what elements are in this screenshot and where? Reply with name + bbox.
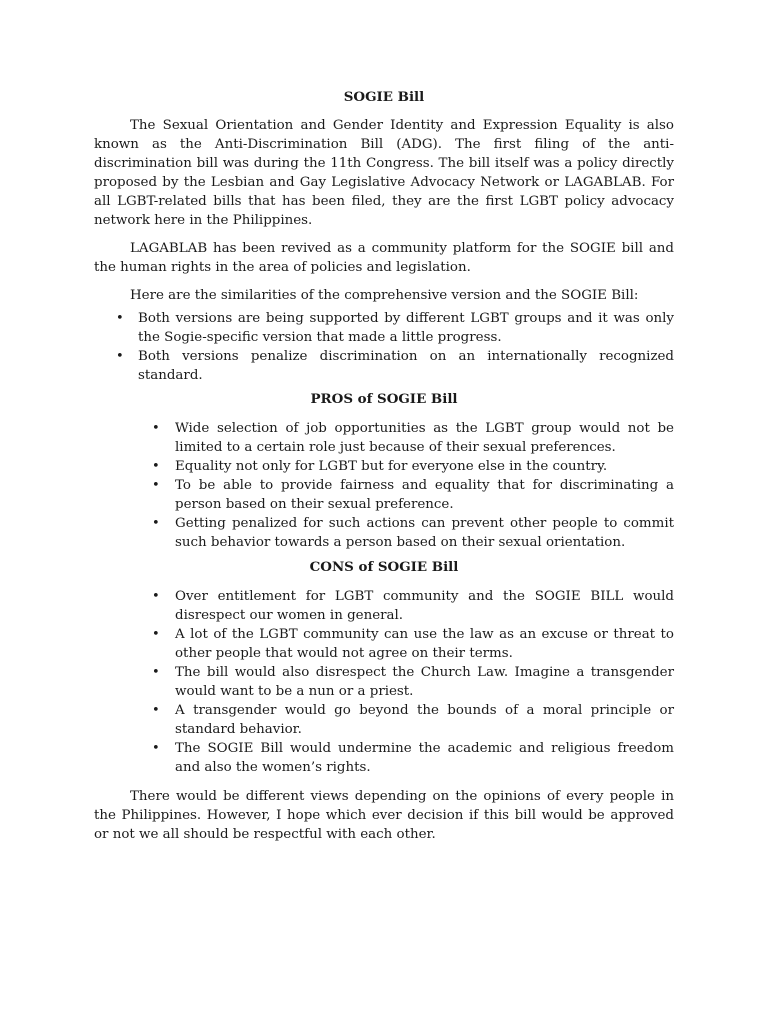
intro-paragraph: Here are the similarities of the comprehensive version and the SOGIE Bill: — [130, 288, 639, 303]
bullet-icon: • — [116, 349, 124, 364]
cons-list — [94, 587, 674, 777]
list-item — [94, 476, 674, 514]
bullet-icon: • — [152, 665, 160, 680]
bullet-icon: • — [152, 741, 160, 756]
similarities-list — [94, 309, 674, 385]
list-item-text: The SOGIE Bill would undermine the academic and religious freedom and also the women’s rights. — [175, 741, 674, 775]
list-item — [94, 701, 674, 739]
list-item-text: A lot of the LGBT community can use the law as an excuse or threat to other people that would not agree on their terms. — [175, 627, 674, 661]
list-item — [94, 457, 674, 476]
list-item-text: The bill would also disrespect the Church Law. Imagine a transgender would want to be a nun or a priest. — [175, 665, 674, 699]
intro-paragraph: The Sexual Orientation and Gender Identity and Expression Equality is also known as the Anti-Discrimination Bill (ADG). The first filing of the anti-discrimination bill was during the 11th Congress. The bill itself was a policy directly proposed by the Lesbian and Gay Legislative Advocacy Network or LAGABLAB. For all LGBT-related bills that has been filed, they are the first LGBT policy advocacy network here in the Philippines. — [94, 118, 674, 228]
list-item-text: A transgender would go beyond the bounds of a moral principle or standard behavior. — [175, 703, 674, 737]
list-item-text: Over entitlement for LGBT community and the SOGIE BILL would disrespect our women in general. — [175, 589, 674, 623]
bullet-icon: • — [152, 516, 160, 531]
bullet-icon: • — [152, 459, 160, 474]
list-item — [94, 419, 674, 457]
closing-paragraph: There would be different views depending on the opinions of every people in the Philippines. However, I hope which ever decision if this bill would be approved or not we all should be respectful with each other. — [94, 789, 674, 842]
list-item — [94, 309, 674, 347]
bullet-icon: • — [152, 478, 160, 493]
document-page — [94, 88, 674, 853]
list-item-text: Equality not only for LGBT but for everyone else in the country. — [175, 459, 608, 474]
document-title: SOGIE Bill — [343, 89, 425, 105]
list-item — [94, 587, 674, 625]
bullet-icon: • — [152, 703, 160, 718]
list-item-text: Both versions penalize discrimination on an internationally recognized standard. — [138, 349, 674, 383]
cons-heading: CONS of SOGIE Bill — [309, 559, 459, 575]
bullet-icon: • — [152, 589, 160, 604]
list-item-text: Getting penalized for such actions can prevent other people to commit such behavior towards a person based on their sexual orientation. — [175, 516, 674, 550]
pros-list — [94, 419, 674, 552]
list-item — [94, 625, 674, 663]
pros-heading: PROS of SOGIE Bill — [310, 391, 458, 407]
list-item-text: To be able to provide fairness and equality that for discriminating a person based on their sexual preference. — [175, 478, 674, 512]
list-item — [94, 663, 674, 701]
list-item — [94, 514, 674, 552]
bullet-icon: • — [116, 311, 124, 326]
list-item-text: Wide selection of job opportunities as the LGBT group would not be limited to a certain role just because of their sexual preferences. — [175, 421, 674, 455]
list-item — [94, 739, 674, 777]
bullet-icon: • — [152, 627, 160, 642]
list-item — [94, 347, 674, 385]
list-item-text: Both versions are being supported by different LGBT groups and it was only the Sogie-specific version that made a little progress. — [138, 311, 674, 345]
bullet-icon: • — [152, 421, 160, 436]
intro-paragraph: LAGABLAB has been revived as a community platform for the SOGIE bill and the human rights in the area of policies and legislation. — [94, 241, 674, 275]
